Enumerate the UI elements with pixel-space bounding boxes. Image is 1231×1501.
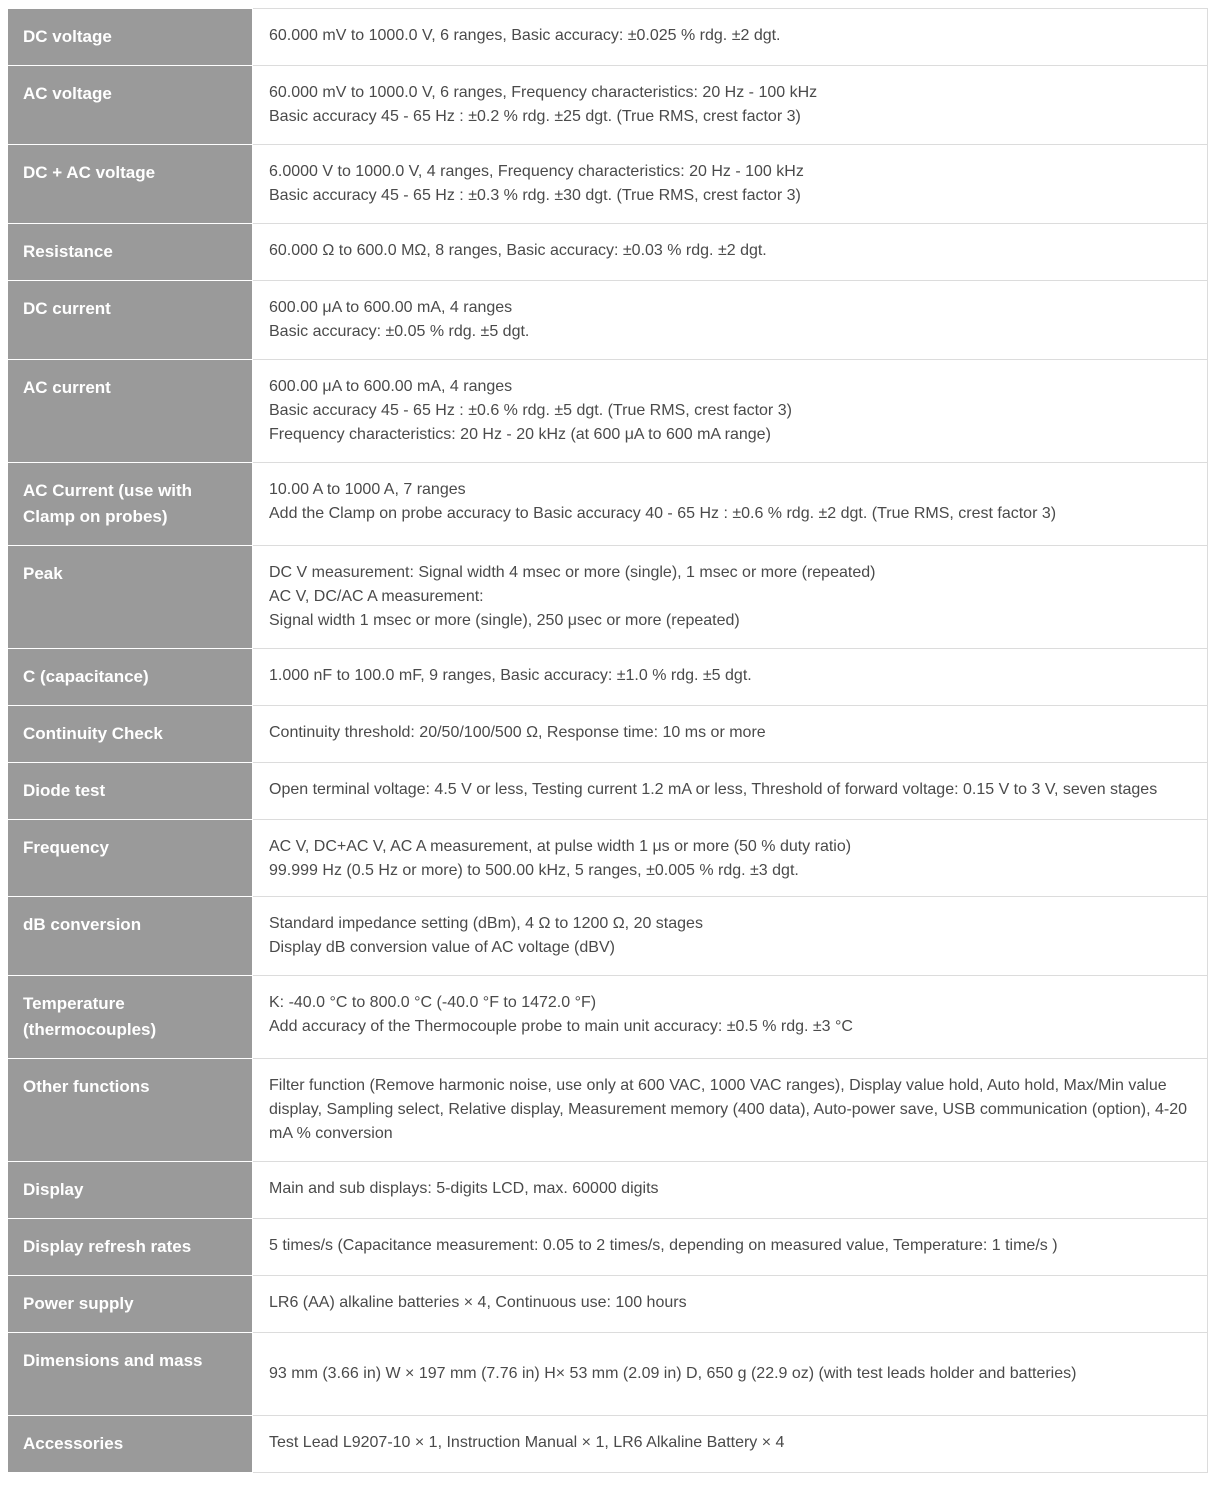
spec-value [253,360,1208,463]
spec-label: Dimensions and mass [8,1333,253,1416]
spec-label: Accessories [8,1416,253,1473]
spec-row [8,897,1208,976]
spec-row [8,976,1208,1059]
spec-value-line: 5 times/s (Capacitance measurement: 0.05 to 2 times/s, depending on measured value, Temperature: 1 time/s ) [269,1237,1058,1254]
spec-row [8,145,1208,224]
spec-value [253,1059,1208,1162]
spec-label: AC current [8,360,253,463]
spec-value-line: 600.00 μA to 600.00 mA, 4 ranges [269,299,513,316]
spec-label: Resistance [8,224,253,281]
spec-value-line: 600.00 μA to 600.00 mA, 4 ranges [269,378,513,395]
spec-value-line: Filter function (Remove harmonic noise, use only at 600 VAC, 1000 VAC ranges), Display value hold, Auto hold, Max/Min value display, Sampling select, Relative display, Measurement memory (400 data), Auto-power save, USB communication (option), 4-20 mA % conversion [269,1077,1188,1142]
spec-label: Display [8,1162,253,1219]
spec-value-line: 6.0000 V to 1000.0 V, 4 ranges, Frequency characteristics: 20 Hz - 100 kHz [269,163,804,180]
spec-label: DC current [8,281,253,360]
spec-value-line: LR6 (AA) alkaline batteries × 4, Continuous use: 100 hours [269,1294,687,1311]
specifications-table [8,8,1208,1473]
spec-label: Display refresh rates [8,1219,253,1276]
spec-label: DC + AC voltage [8,145,253,224]
spec-value-line: K: -40.0 °C to 800.0 °C (-40.0 °F to 1472.0 °F) [269,994,597,1011]
spec-value [253,1416,1208,1473]
spec-row [8,706,1208,763]
spec-value-line: Add accuracy of the Thermocouple probe to main unit accuracy: ±0.5 % rdg. ±3 °C [269,1018,853,1035]
spec-value-line: Standard impedance setting (dBm), 4 Ω to 1200 Ω, 20 stages [269,915,703,932]
spec-value-line: 93 mm (3.66 in) W × 197 mm (7.76 in) H× 53 mm (2.09 in) D, 650 g (22.9 oz) (with test leads holder and batteries) [269,1365,1077,1382]
spec-value [253,763,1208,820]
spec-row [8,1416,1208,1473]
spec-row [8,649,1208,706]
spec-value [253,706,1208,763]
spec-value-line: DC V measurement: Signal width 4 msec or more (single), 1 msec or more (repeated) [269,564,876,581]
spec-value [253,145,1208,224]
spec-value [253,224,1208,281]
spec-row [8,820,1208,897]
spec-value-line: AC V, DC/AC A measurement: [269,588,484,605]
spec-row [8,763,1208,820]
spec-value [253,897,1208,976]
spec-label: AC Current (use with Clamp on probes) [8,463,253,546]
spec-value-line: Basic accuracy 45 - 65 Hz : ±0.3 % rdg. ±30 dgt. (True RMS, crest factor 3) [269,187,801,204]
spec-row [8,1162,1208,1219]
spec-row [8,546,1208,649]
spec-value-line: 60.000 Ω to 600.0 MΩ, 8 ranges, Basic accuracy: ±0.03 % rdg. ±2 dgt. [269,242,767,259]
spec-value-line: Main and sub displays: 5-digits LCD, max. 60000 digits [269,1180,659,1197]
spec-value-line: Test Lead L9207-10 × 1, Instruction Manual × 1, LR6 Alkaline Battery × 4 [269,1434,785,1451]
spec-label: Continuity Check [8,706,253,763]
spec-value [253,1219,1208,1276]
spec-value-line: Display dB conversion value of AC voltage (dBV) [269,939,615,956]
spec-label: dB conversion [8,897,253,976]
spec-value [253,649,1208,706]
spec-row [8,1219,1208,1276]
spec-value [253,66,1208,145]
spec-row [8,9,1208,66]
spec-label: DC voltage [8,9,253,66]
spec-row [8,281,1208,360]
spec-row [8,1059,1208,1162]
spec-row [8,66,1208,145]
spec-value [253,9,1208,66]
spec-row [8,463,1208,546]
spec-value [253,1333,1208,1416]
spec-label: Temperature (thermocouples) [8,976,253,1059]
spec-value [253,281,1208,360]
spec-value-line: Add the Clamp on probe accuracy to Basic accuracy 40 - 65 Hz : ±0.6 % rdg. ±2 dgt. (True RMS, crest factor 3) [269,505,1057,522]
spec-value-line: AC V, DC+AC V, AC A measurement, at pulse width 1 μs or more (50 % duty ratio) [269,838,852,855]
spec-value-line: Basic accuracy 45 - 65 Hz : ±0.2 % rdg. ±25 dgt. (True RMS, crest factor 3) [269,108,801,125]
spec-value-line: Frequency characteristics: 20 Hz - 20 kHz (at 600 μA to 600 mA range) [269,426,771,443]
spec-label: C (capacitance) [8,649,253,706]
spec-value [253,1162,1208,1219]
spec-value-line: Basic accuracy 45 - 65 Hz : ±0.6 % rdg. ±5 dgt. (True RMS, crest factor 3) [269,402,792,419]
spec-value-line: Open terminal voltage: 4.5 V or less, Testing current 1.2 mA or less, Threshold of forward voltage: 0.15 V to 3 V, seven stages [269,781,1158,798]
spec-label: Power supply [8,1276,253,1333]
spec-label: Frequency [8,820,253,897]
spec-value-line: Signal width 1 msec or more (single), 250 μsec or more (repeated) [269,612,740,629]
spec-row [8,360,1208,463]
spec-row [8,224,1208,281]
spec-row [8,1276,1208,1333]
spec-value-line: 1.000 nF to 100.0 mF, 9 ranges, Basic accuracy: ±1.0 % rdg. ±5 dgt. [269,667,752,684]
spec-value [253,546,1208,649]
spec-value [253,463,1208,546]
spec-value-line: 60.000 mV to 1000.0 V, 6 ranges, Basic accuracy: ±0.025 % rdg. ±2 dgt. [269,27,781,44]
spec-value [253,976,1208,1059]
spec-value-line: Continuity threshold: 20/50/100/500 Ω, Response time: 10 ms or more [269,724,766,741]
spec-value [253,1276,1208,1333]
spec-label: Diode test [8,763,253,820]
spec-label: AC voltage [8,66,253,145]
spec-label: Other functions [8,1059,253,1162]
spec-value [253,820,1208,897]
spec-value-line: 10.00 A to 1000 A, 7 ranges [269,481,466,498]
specifications-body [8,9,1208,1473]
spec-label: Peak [8,546,253,649]
spec-value-line: 99.999 Hz (0.5 Hz or more) to 500.00 kHz, 5 ranges, ±0.005 % rdg. ±3 dgt. [269,862,799,879]
spec-value-line: Basic accuracy: ±0.05 % rdg. ±5 dgt. [269,323,530,340]
spec-row [8,1333,1208,1416]
spec-value-line: 60.000 mV to 1000.0 V, 6 ranges, Frequency characteristics: 20 Hz - 100 kHz [269,84,818,101]
